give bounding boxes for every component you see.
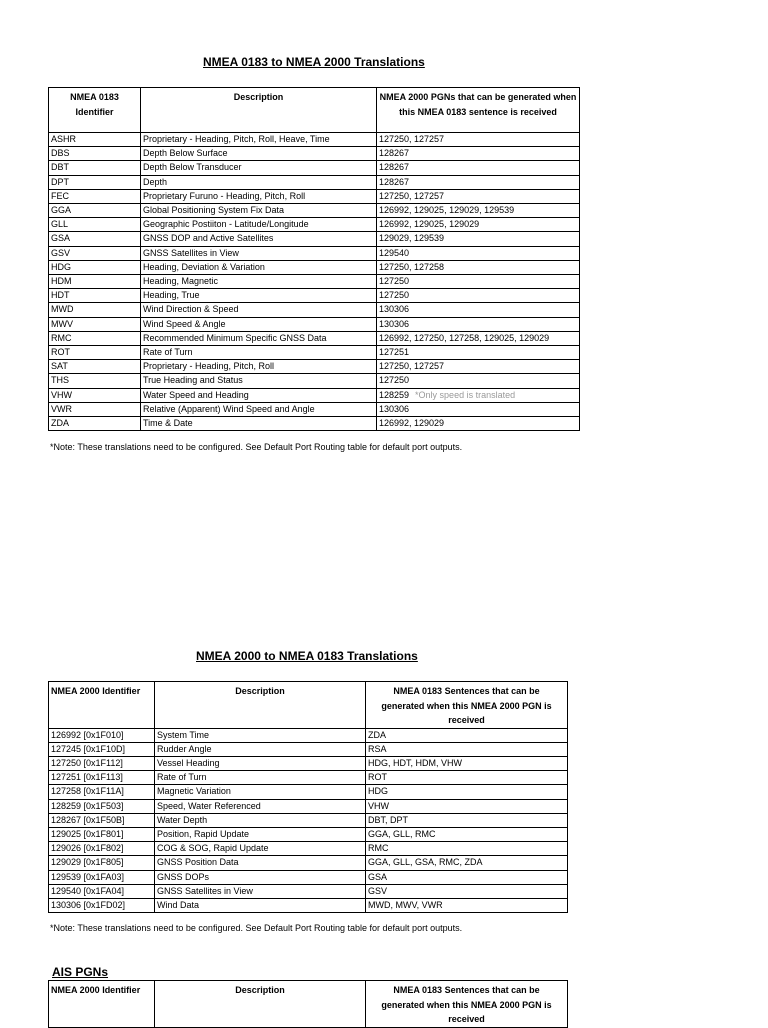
table1 (48, 87, 580, 431)
table1-row (49, 175, 580, 189)
table2-cell: GSA (366, 870, 568, 884)
table1-cell: DBS (49, 147, 141, 161)
table2-cell: Magnetic Variation (155, 785, 366, 799)
table1-row (49, 303, 580, 317)
table2-row (49, 827, 568, 841)
table2-cell: 129025 [0x1F801] (49, 827, 155, 841)
table1-row (49, 317, 580, 331)
table1-cell: 127251 (377, 346, 580, 360)
table1-cell: GNSS Satellites in View (141, 246, 377, 260)
table2-cell: GGA, GLL, GSA, RMC, ZDA (366, 856, 568, 870)
table2-header-description: Description (155, 682, 366, 729)
table1-cell: Geographic Postiiton - Latitude/Longitude (141, 218, 377, 232)
table1-cell: Relative (Apparent) Wind Speed and Angle (141, 402, 377, 416)
table1-cell: 127250, 127257 (377, 360, 580, 374)
table1-row (49, 417, 580, 431)
table1-cell: VWR (49, 402, 141, 416)
table1-cell: DPT (49, 175, 141, 189)
table2-cell: MWD, MWV, VWR (366, 898, 568, 912)
table1-cell: 127250, 127257 (377, 133, 580, 147)
table2-row (49, 842, 568, 856)
table2-row (49, 756, 568, 770)
table1-row (49, 331, 580, 345)
table1-note: *Note: These translations need to be configured. See Default Port Routing table for default port outputs. (50, 442, 463, 452)
table2-row (49, 785, 568, 799)
table2-row (49, 799, 568, 813)
table1-cell: Depth Below Transducer (141, 161, 377, 175)
table1-cell: 129029, 129539 (377, 232, 580, 246)
table2-cell: VHW (366, 799, 568, 813)
table1-cell: True Heading and Status (141, 374, 377, 388)
table1-cell: GNSS DOP and Active Satellites (141, 232, 377, 246)
table1-header-description: Description (141, 88, 377, 133)
table2-cell: 129026 [0x1F802] (49, 842, 155, 856)
table1-cell: GSA (49, 232, 141, 246)
table1-row (49, 260, 580, 274)
table2-cell: 129029 [0x1F805] (49, 856, 155, 870)
table2-cell: GSV (366, 884, 568, 898)
table1-cell: Depth (141, 175, 377, 189)
table1-cell: GLL (49, 218, 141, 232)
table1-row (49, 346, 580, 360)
table1-row (49, 388, 580, 402)
table2-cell: Speed, Water Referenced (155, 799, 366, 813)
table1-row (49, 402, 580, 416)
table2-cell: GNSS Position Data (155, 856, 366, 870)
table1-cell: Heading, Magnetic (141, 275, 377, 289)
table1-cell: HDM (49, 275, 141, 289)
table1-cell: Proprietary Furuno - Heading, Pitch, Roll (141, 189, 377, 203)
only-speed-note: *Only speed is translated (415, 389, 516, 400)
table2-cell: Position, Rapid Update (155, 827, 366, 841)
table1-cell: SAT (49, 360, 141, 374)
table2-cell: 126992 [0x1F010] (49, 728, 155, 742)
table1-cell: 128259 *Only speed is translated (377, 388, 580, 402)
table1-row (49, 232, 580, 246)
table2-row (49, 870, 568, 884)
table1-cell: GSV (49, 246, 141, 260)
table3-header-sentences: NMEA 0183 Sentences that can be generated when this NMEA 2000 PGN is received (366, 981, 568, 1028)
table2-cell: 127250 [0x1F112] (49, 756, 155, 770)
table2-cell: GNSS DOPs (155, 870, 366, 884)
table2-header-identifier: NMEA 2000 Identifier (49, 682, 155, 729)
table1-cell: DBT (49, 161, 141, 175)
table2-title: NMEA 2000 to NMEA 0183 Translations (196, 649, 418, 663)
table1-cell: Wind Direction & Speed (141, 303, 377, 317)
table1-cell: Recommended Minimum Specific GNSS Data (141, 331, 377, 345)
table1-cell: 130306 (377, 402, 580, 416)
table1-row (49, 246, 580, 260)
table1-row (49, 374, 580, 388)
table2-cell: 128259 [0x1F503] (49, 799, 155, 813)
table1-cell: FEC (49, 189, 141, 203)
table2-cell: 129539 [0x1FA03] (49, 870, 155, 884)
table1-cell: Heading, Deviation & Variation (141, 260, 377, 274)
table1-cell: 128267 (377, 147, 580, 161)
table1-cell: 130306 (377, 317, 580, 331)
table2-cell: Rudder Angle (155, 742, 366, 756)
table2-row (49, 898, 568, 912)
table2-row (49, 856, 568, 870)
table2-cell: 127251 [0x1F113] (49, 771, 155, 785)
table2-cell: HDG, HDT, HDM, VHW (366, 756, 568, 770)
table2-cell: 128267 [0x1F50B] (49, 813, 155, 827)
table1-cell: Time & Date (141, 417, 377, 431)
table1-row (49, 360, 580, 374)
table2-cell: RMC (366, 842, 568, 856)
table1-row (49, 218, 580, 232)
table1-cell: 127250 (377, 289, 580, 303)
table1-cell: HDT (49, 289, 141, 303)
table2-cell: Rate of Turn (155, 771, 366, 785)
table1-cell: ASHR (49, 133, 141, 147)
table1-cell: 126992, 127250, 127258, 129025, 129029 (377, 331, 580, 345)
table1-cell: Water Speed and Heading (141, 388, 377, 402)
table2-row (49, 742, 568, 756)
table2-row (49, 884, 568, 898)
table2 (48, 681, 568, 913)
table1-cell: 128267 (377, 175, 580, 189)
table1-cell: 126992, 129025, 129029, 129539 (377, 204, 580, 218)
table2-body (49, 728, 568, 913)
table2-row (49, 771, 568, 785)
table1-cell: 128267 (377, 161, 580, 175)
table1-cell: RMC (49, 331, 141, 345)
table1-cell: THS (49, 374, 141, 388)
table3-header-description: Description (155, 981, 366, 1028)
table2-cell: System Time (155, 728, 366, 742)
table2-cell: 127258 [0x1F11A] (49, 785, 155, 799)
table3 (48, 980, 568, 1028)
table1-row (49, 189, 580, 203)
table1-cell: VHW (49, 388, 141, 402)
table2-cell: 129540 [0x1FA04] (49, 884, 155, 898)
table1-cell: Depth Below Surface (141, 147, 377, 161)
table1-cell: ROT (49, 346, 141, 360)
table3-title: AIS PGNs (52, 965, 109, 979)
table1-cell: 127250 (377, 275, 580, 289)
table2-header-sentences: NMEA 0183 Sentences that can be generated when this NMEA 2000 PGN is received (366, 682, 568, 729)
table1-header-pgns: NMEA 2000 PGNs that can be generated when this NMEA 0183 sentence is received (377, 88, 580, 133)
table1-cell: Global Positioning System Fix Data (141, 204, 377, 218)
table2-cell: RSA (366, 742, 568, 756)
table1-cell: Proprietary - Heading, Pitch, Roll (141, 360, 377, 374)
table1-header-identifier: NMEA 0183 Identifier (49, 88, 141, 133)
table1-cell: 127250, 127258 (377, 260, 580, 274)
table2-cell: HDG (366, 785, 568, 799)
table2-row (49, 728, 568, 742)
table2-cell: COG & SOG, Rapid Update (155, 842, 366, 856)
table1-cell: Wind Speed & Angle (141, 317, 377, 331)
table1-cell: MWD (49, 303, 141, 317)
table1-row (49, 147, 580, 161)
table2-cell: 130306 [0x1FD02] (49, 898, 155, 912)
table1-cell: 127250 (377, 374, 580, 388)
table1-cell: 127250, 127257 (377, 189, 580, 203)
table2-cell: GGA, GLL, RMC (366, 827, 568, 841)
table1-cell: GGA (49, 204, 141, 218)
table1-cell: 129540 (377, 246, 580, 260)
table1-body (49, 133, 580, 431)
table1-row (49, 289, 580, 303)
table1-cell: 126992, 129025, 129029 (377, 218, 580, 232)
table2-cell: GNSS Satellites in View (155, 884, 366, 898)
table1-row (49, 204, 580, 218)
table2-cell: Water Depth (155, 813, 366, 827)
table1-row (49, 133, 580, 147)
table1-cell: HDG (49, 260, 141, 274)
table2-note: *Note: These translations need to be configured. See Default Port Routing table for default port outputs. (50, 923, 463, 933)
table1-cell: ZDA (49, 417, 141, 431)
table1-title: NMEA 0183 to NMEA 2000 Translations (203, 55, 425, 69)
table1-cell: 130306 (377, 303, 580, 317)
table2-cell: 127245 [0x1F10D] (49, 742, 155, 756)
table1-cell: Rate of Turn (141, 346, 377, 360)
table2-cell: ZDA (366, 728, 568, 742)
table1-cell: Heading, True (141, 289, 377, 303)
table1-cell: Proprietary - Heading, Pitch, Roll, Heave, Time (141, 133, 377, 147)
table1-row (49, 275, 580, 289)
table1-cell: MWV (49, 317, 141, 331)
table2-cell: DBT, DPT (366, 813, 568, 827)
table2-cell: ROT (366, 771, 568, 785)
table2-cell: Wind Data (155, 898, 366, 912)
table3-header-identifier: NMEA 2000 Identifier (49, 981, 155, 1028)
table2-cell: Vessel Heading (155, 756, 366, 770)
table1-cell: 126992, 129029 (377, 417, 580, 431)
table1-row (49, 161, 580, 175)
table2-row (49, 813, 568, 827)
